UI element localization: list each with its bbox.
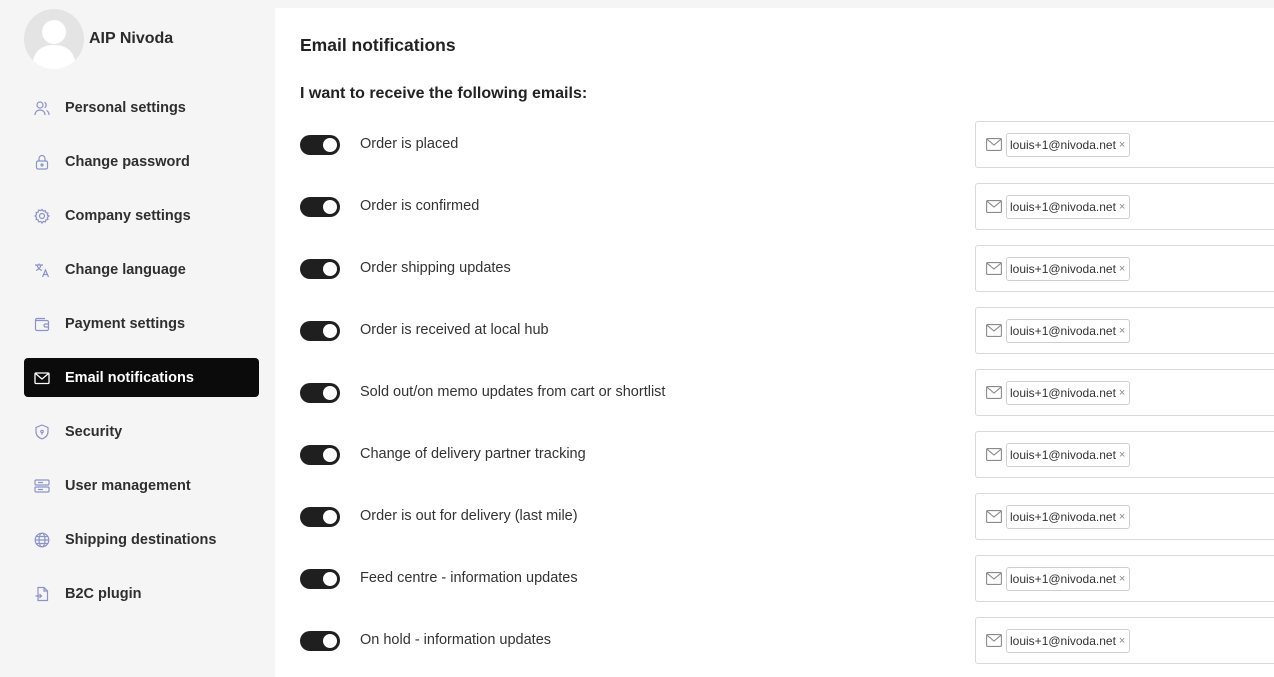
email-tag: [1006, 629, 1130, 653]
notification-toggle[interactable]: [300, 569, 340, 589]
remove-tag-button[interactable]: ×: [1118, 573, 1126, 585]
main-panel: [275, 8, 1274, 677]
remove-tag-button[interactable]: ×: [1118, 511, 1126, 523]
remove-tag-button[interactable]: ×: [1118, 635, 1126, 647]
email-tag-text: louis+1@nivoda.net: [1010, 572, 1116, 586]
notification-row: [275, 369, 1274, 431]
email-recipients-input[interactable]: [975, 307, 1274, 354]
mail-icon: [986, 634, 1002, 647]
sidebar-item-shipping-destinations[interactable]: [24, 520, 259, 559]
sidebar-item-user-management[interactable]: [24, 466, 259, 505]
mail-icon: [986, 138, 1002, 151]
toggle-knob: [323, 386, 337, 400]
email-tag-text: louis+1@nivoda.net: [1010, 200, 1116, 214]
toggle-knob: [323, 572, 337, 586]
notification-row: [275, 431, 1274, 493]
toggle-knob: [323, 200, 337, 214]
profile-name: AIP Nivoda: [89, 30, 174, 47]
email-recipients-input[interactable]: [975, 121, 1274, 168]
notification-toggle[interactable]: [300, 321, 340, 341]
remove-tag-button[interactable]: ×: [1118, 449, 1126, 461]
notification-toggle[interactable]: [300, 135, 340, 155]
sidebar-item-email-notifications[interactable]: [24, 358, 259, 397]
mail-icon: [986, 510, 1002, 523]
email-tag: [1006, 195, 1130, 219]
section-title: I want to receive the following emails:: [300, 85, 588, 102]
notification-label: Order is confirmed: [360, 198, 480, 214]
remove-tag-button[interactable]: ×: [1118, 139, 1126, 151]
toggle-knob: [323, 448, 337, 462]
email-recipients-input[interactable]: [975, 431, 1274, 478]
page-title: Email notifications: [300, 35, 456, 55]
remove-tag-button[interactable]: ×: [1118, 201, 1126, 213]
sidebar-item-label: Email notifications: [65, 369, 194, 386]
notification-label: Sold out/on memo updates from cart or shortlist: [360, 384, 666, 400]
sidebar-item-b2c-plugin[interactable]: [24, 574, 259, 613]
sidebar-item-label: Payment settings: [65, 315, 186, 332]
toggle-knob: [323, 138, 337, 152]
wallet-icon: [34, 316, 50, 332]
sidebar-item-label: Change password: [65, 153, 190, 170]
notification-row: [275, 555, 1274, 617]
notification-label: Order is placed: [360, 136, 459, 152]
email-tag-text: louis+1@nivoda.net: [1010, 510, 1116, 524]
email-recipients-input[interactable]: [975, 493, 1274, 540]
email-recipients-input[interactable]: [975, 245, 1274, 292]
email-tag-text: louis+1@nivoda.net: [1010, 138, 1116, 152]
remove-tag-button[interactable]: ×: [1118, 263, 1126, 275]
sidebar-item-personal-settings[interactable]: [24, 88, 259, 127]
notification-row: [275, 493, 1274, 555]
email-tag-text: louis+1@nivoda.net: [1010, 262, 1116, 276]
globe-icon: [34, 532, 50, 548]
email-tag: [1006, 443, 1130, 467]
sidebar-item-label: Shipping destinations: [65, 531, 217, 548]
notification-row: [275, 617, 1274, 677]
avatar[interactable]: [24, 9, 84, 69]
notification-label: Order is received at local hub: [360, 322, 549, 338]
notification-toggle[interactable]: [300, 259, 340, 279]
email-tag: [1006, 133, 1130, 157]
profile: [24, 9, 173, 69]
shield-icon: [34, 424, 50, 440]
sidebar-item-payment-settings[interactable]: [24, 304, 259, 343]
notification-row: [275, 245, 1274, 307]
notification-row: [275, 183, 1274, 245]
notification-toggle[interactable]: [300, 507, 340, 527]
sidebar-item-label: Company settings: [65, 207, 191, 224]
plugin-icon: [34, 586, 50, 602]
sidebar-item-company-settings[interactable]: [24, 196, 259, 235]
notification-list: [275, 121, 1274, 677]
toggle-knob: [323, 262, 337, 276]
sidebar-item-security[interactable]: [24, 412, 259, 451]
email-tag: [1006, 381, 1130, 405]
email-tag-text: louis+1@nivoda.net: [1010, 634, 1116, 648]
email-tag: [1006, 567, 1130, 591]
sidebar-item-label: Change language: [65, 261, 186, 278]
mail-icon: [34, 370, 50, 386]
toggle-knob: [323, 324, 337, 338]
email-tag-text: louis+1@nivoda.net: [1010, 386, 1116, 400]
translate-icon: [34, 262, 50, 278]
gear-icon: [34, 208, 50, 224]
mail-icon: [986, 448, 1002, 461]
mail-icon: [986, 200, 1002, 213]
mail-icon: [986, 572, 1002, 585]
notification-row: [275, 307, 1274, 369]
mail-icon: [986, 386, 1002, 399]
notification-label: Feed centre - information updates: [360, 570, 578, 586]
email-tag: [1006, 257, 1130, 281]
sidebar-item-label: Security: [65, 423, 123, 440]
users-icon: [34, 100, 50, 116]
server-icon: [34, 478, 50, 494]
email-tag: [1006, 319, 1130, 343]
email-recipients-input[interactable]: [975, 183, 1274, 230]
notification-toggle[interactable]: [300, 383, 340, 403]
toggle-knob: [323, 510, 337, 524]
notification-row: [275, 121, 1274, 183]
sidebar-item-change-language[interactable]: [24, 250, 259, 289]
email-tag: [1006, 505, 1130, 529]
sidebar-nav: [24, 88, 259, 628]
notification-toggle[interactable]: [300, 197, 340, 217]
email-recipients-input[interactable]: [975, 555, 1274, 602]
sidebar-item-change-password[interactable]: [24, 142, 259, 181]
sidebar-item-label: Personal settings: [65, 99, 186, 116]
email-recipients-input[interactable]: [975, 369, 1274, 416]
mail-icon: [986, 262, 1002, 275]
notification-label: Change of delivery partner tracking: [360, 446, 586, 462]
sidebar: [0, 0, 275, 677]
sidebar-item-label: B2C plugin: [65, 585, 142, 602]
notification-toggle[interactable]: [300, 631, 340, 651]
sidebar-item-label: User management: [65, 477, 191, 494]
remove-tag-button[interactable]: ×: [1118, 387, 1126, 399]
notification-label: Order shipping updates: [360, 260, 511, 276]
email-tag-text: louis+1@nivoda.net: [1010, 448, 1116, 462]
lock-icon: [34, 154, 50, 170]
email-tag-text: louis+1@nivoda.net: [1010, 324, 1116, 338]
mail-icon: [986, 324, 1002, 337]
toggle-knob: [323, 634, 337, 648]
notification-toggle[interactable]: [300, 445, 340, 465]
notification-label: Order is out for delivery (last mile): [360, 508, 578, 524]
remove-tag-button[interactable]: ×: [1118, 325, 1126, 337]
email-recipients-input[interactable]: [975, 617, 1274, 664]
notification-label: On hold - information updates: [360, 632, 552, 648]
